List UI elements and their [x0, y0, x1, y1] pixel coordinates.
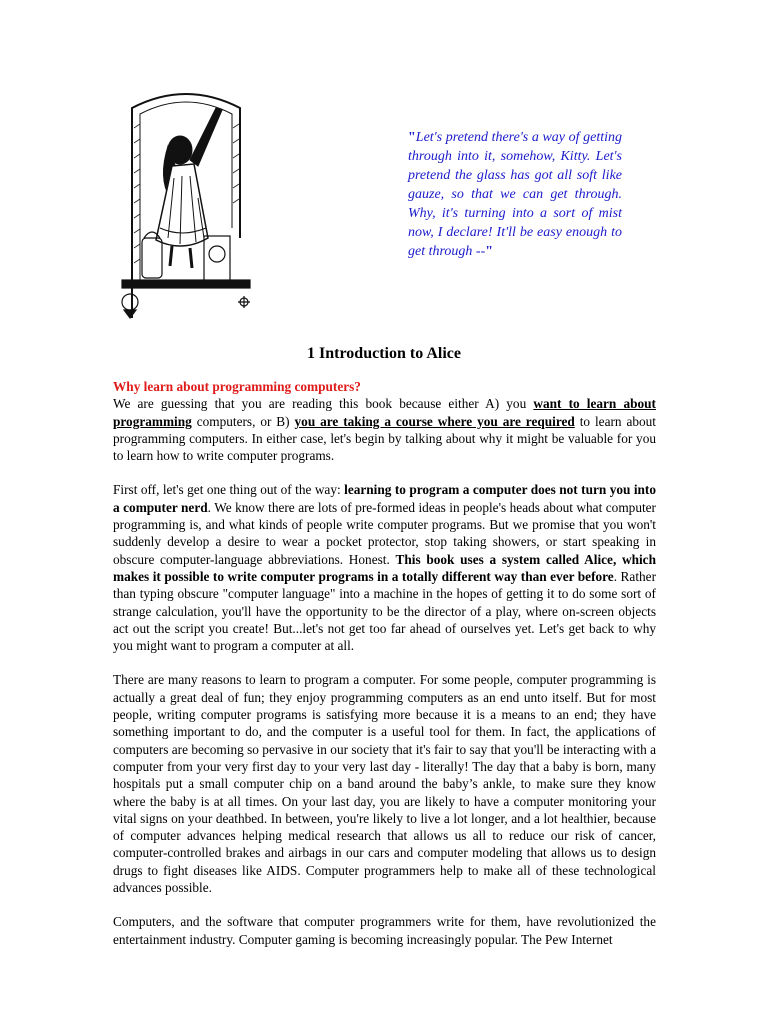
alice-quote: [408, 128, 622, 261]
p1-text-c: computers, or B): [191, 413, 295, 429]
p1-emphasis-learn-programming: want to learn about programming: [113, 396, 656, 429]
p1-text-a: We are guessing that you are reading this book because either A) you: [113, 396, 534, 412]
p2-text-e: . Rather than typing obscure "computer language" into a machine in the hopes of getting it to do some sort of strange calculation, you'll have the opportunity to be the director of a play, where on-screen objects act out the script you create! But...let's not get too far ahead of ourselves yet. Let's get back to why you might want to program a computer at all.: [113, 568, 656, 654]
paragraph-1: [113, 395, 656, 464]
p1-text-e: to learn about programming computers. In either case, let's begin by talking about why it might be valuable for you to learn how to write computer programs.: [113, 413, 657, 464]
p2-emphasis-not-nerd: learning to program a computer does not turn you into a computer nerd: [113, 482, 656, 515]
document-body: [113, 378, 656, 948]
quote-open-mark: ": [408, 130, 416, 145]
p2-text-a: First off, let's get one thing out of the way:: [113, 482, 345, 498]
paragraph-2: [113, 481, 656, 654]
quote-text: Let's pretend there's a way of getting through into it, somehow, Kitty. Let's pretend the glass has got all soft like gauze, so that we can get through. Why, it's turning into a sort of mist now, I declare! It'll be easy enough to get through --: [408, 130, 622, 259]
paragraph-4: Computers, and the software that computer programmers write for them, have revolutionized the entertainment industry. Computer gaming is becoming increasingly popular. The Pew Internet: [113, 914, 656, 947]
alice-looking-glass-illustration: [112, 88, 260, 320]
quote-close-mark: ": [485, 244, 494, 259]
p2-emphasis-alice-system: This book uses a system called Alice, which makes it possible to write computer programs in a totally different way than ever before: [113, 551, 656, 584]
section-heading: Why learn about programming computers?: [113, 379, 361, 394]
paragraph-3: There are many reasons to learn to program a computer. For some people, computer programming is actually a great deal of fun; they enjoy programming computers as an end unto itself. But for most people, writing computer programs is satisfying more because it is a means to an end; they have something important to do, and the computer is a useful tool for them. In fact, the applications of computers are becoming so pervasive in our society that it's fair to say that you'll be interacting with a computer from your very first day to your very last day - literally! The day that a baby is born, many hospitals put a small computer chip on a band around the baby’s ankle, to make sure they know where the baby is at all times. On your last day, you are likely to have a computer monitoring your vital signs on your deathbed. In between, you're likely to live a lot longer, and a lot healthier, because of computer advances helping medical research that allows us all to reduce our risk of cancer, computer-controlled brakes and airbags in our cars and computer modeling that allows us to design drugs to fight diseases like AIDS. Computer programmers help to make all of these technological advances possible.: [113, 672, 656, 896]
p2-text-c: . We know there are lots of pre-formed ideas in people's heads about what computer programming is, and what kinds of people write computer programs. But we promise that you won't suddenly develop a desire to wear a pocket protector, stop taking showers, or start speaking in obscure computer-language abbreviations. Honest.: [113, 499, 656, 567]
chapter-title: 1 Introduction to Alice: [307, 345, 461, 362]
p1-emphasis-course-required: you are taking a course where you are required: [294, 413, 575, 429]
